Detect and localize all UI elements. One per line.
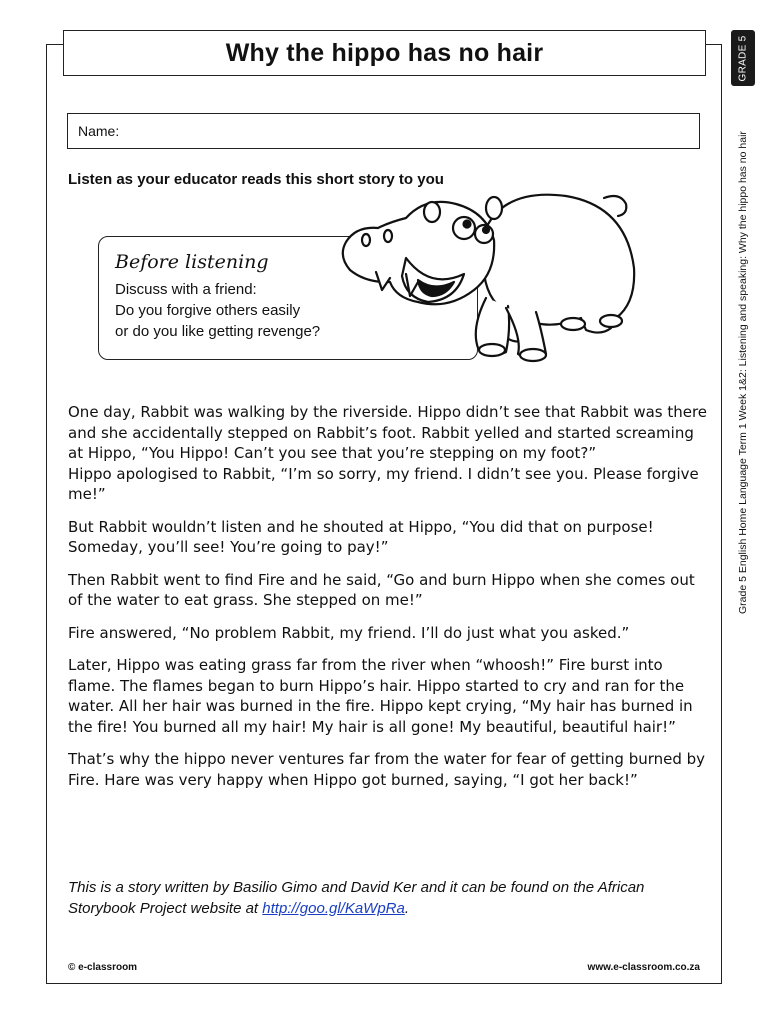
footer-copyright: © e-classroom <box>68 962 138 973</box>
story-paragraph: One day, Rabbit was walking by the riverside. Hippo didn’t see that Rabbit was there and she accidentally stepped on Rabbit’s foot. Rabbit yelled and started screaming at Hippo, “You Hippo! Can’t you see that you’re stepping on my foot?” <box>68 403 708 462</box>
name-field-label: Name: <box>78 123 120 139</box>
story-paragraph: Later, Hippo was eating grass far from the river when “whoosh!” Fire burst into flame. The flames began to burn Hippo’s hair. Hippo started to cry and ran for the water. All her hair was burned in the fire. Hippo kept crying, “My hair has burned in the fire! You burned all my hair! My hair is all gone! My beautiful, beautiful hair!” <box>68 656 693 736</box>
title-box <box>63 30 706 76</box>
before-listening-heading: Before listening <box>115 251 269 273</box>
credit-end: . <box>404 900 410 917</box>
page-title: Why the hippo has no hair <box>225 38 544 67</box>
credit-text: This is a story written by Basilio Gimo and David Ker and it can be found on the African Storybook Project website at <box>68 879 645 917</box>
story-text <box>68 402 708 790</box>
grade-tab <box>731 30 755 86</box>
story-paragraph: But Rabbit wouldn’t listen and he shouted at Hippo, “You did that on purpose! Someday, you’ll see! You’re going to pay!” <box>68 517 654 556</box>
before-listening-line: Do you forgive others easily <box>115 302 301 319</box>
story-paragraph: Then Rabbit went to find Fire and he said, “Go and burn Hippo when she comes out of the water to eat grass. She stepped on me!” <box>68 570 695 609</box>
story-paragraph: That’s why the hippo never ventures far from the water for fear of getting burned by Fire. Hare was very happy when Hippo got burned, saying, “I got her back!” <box>68 750 706 789</box>
before-listening-line: Discuss with a friend: <box>115 281 257 298</box>
side-running-text-label: Grade 5 English Home Language Term 1 Week 1&2: Listening and speaking: Why the hippo has no hair <box>737 131 749 614</box>
footer-website: www.e-classroom.co.za <box>587 962 700 973</box>
credit-link[interactable]: http://goo.gl/KaWpRa <box>262 900 405 917</box>
name-field[interactable] <box>67 113 700 149</box>
story-paragraph: Hippo apologised to Rabbit, “I’m so sorry, my friend. I didn’t see you. Please forgive me!” <box>68 464 699 503</box>
grade-tab-label: GRADE 5 <box>737 34 749 82</box>
story-credit <box>68 877 708 919</box>
hippo-illustration <box>336 178 636 368</box>
story-paragraph: Fire answered, “No problem Rabbit, my friend. I’ll do just what you asked.” <box>68 623 630 642</box>
instruction-text: Listen as your educator reads this short story to you <box>68 171 444 188</box>
before-listening-line: or do you like getting revenge? <box>115 323 321 340</box>
